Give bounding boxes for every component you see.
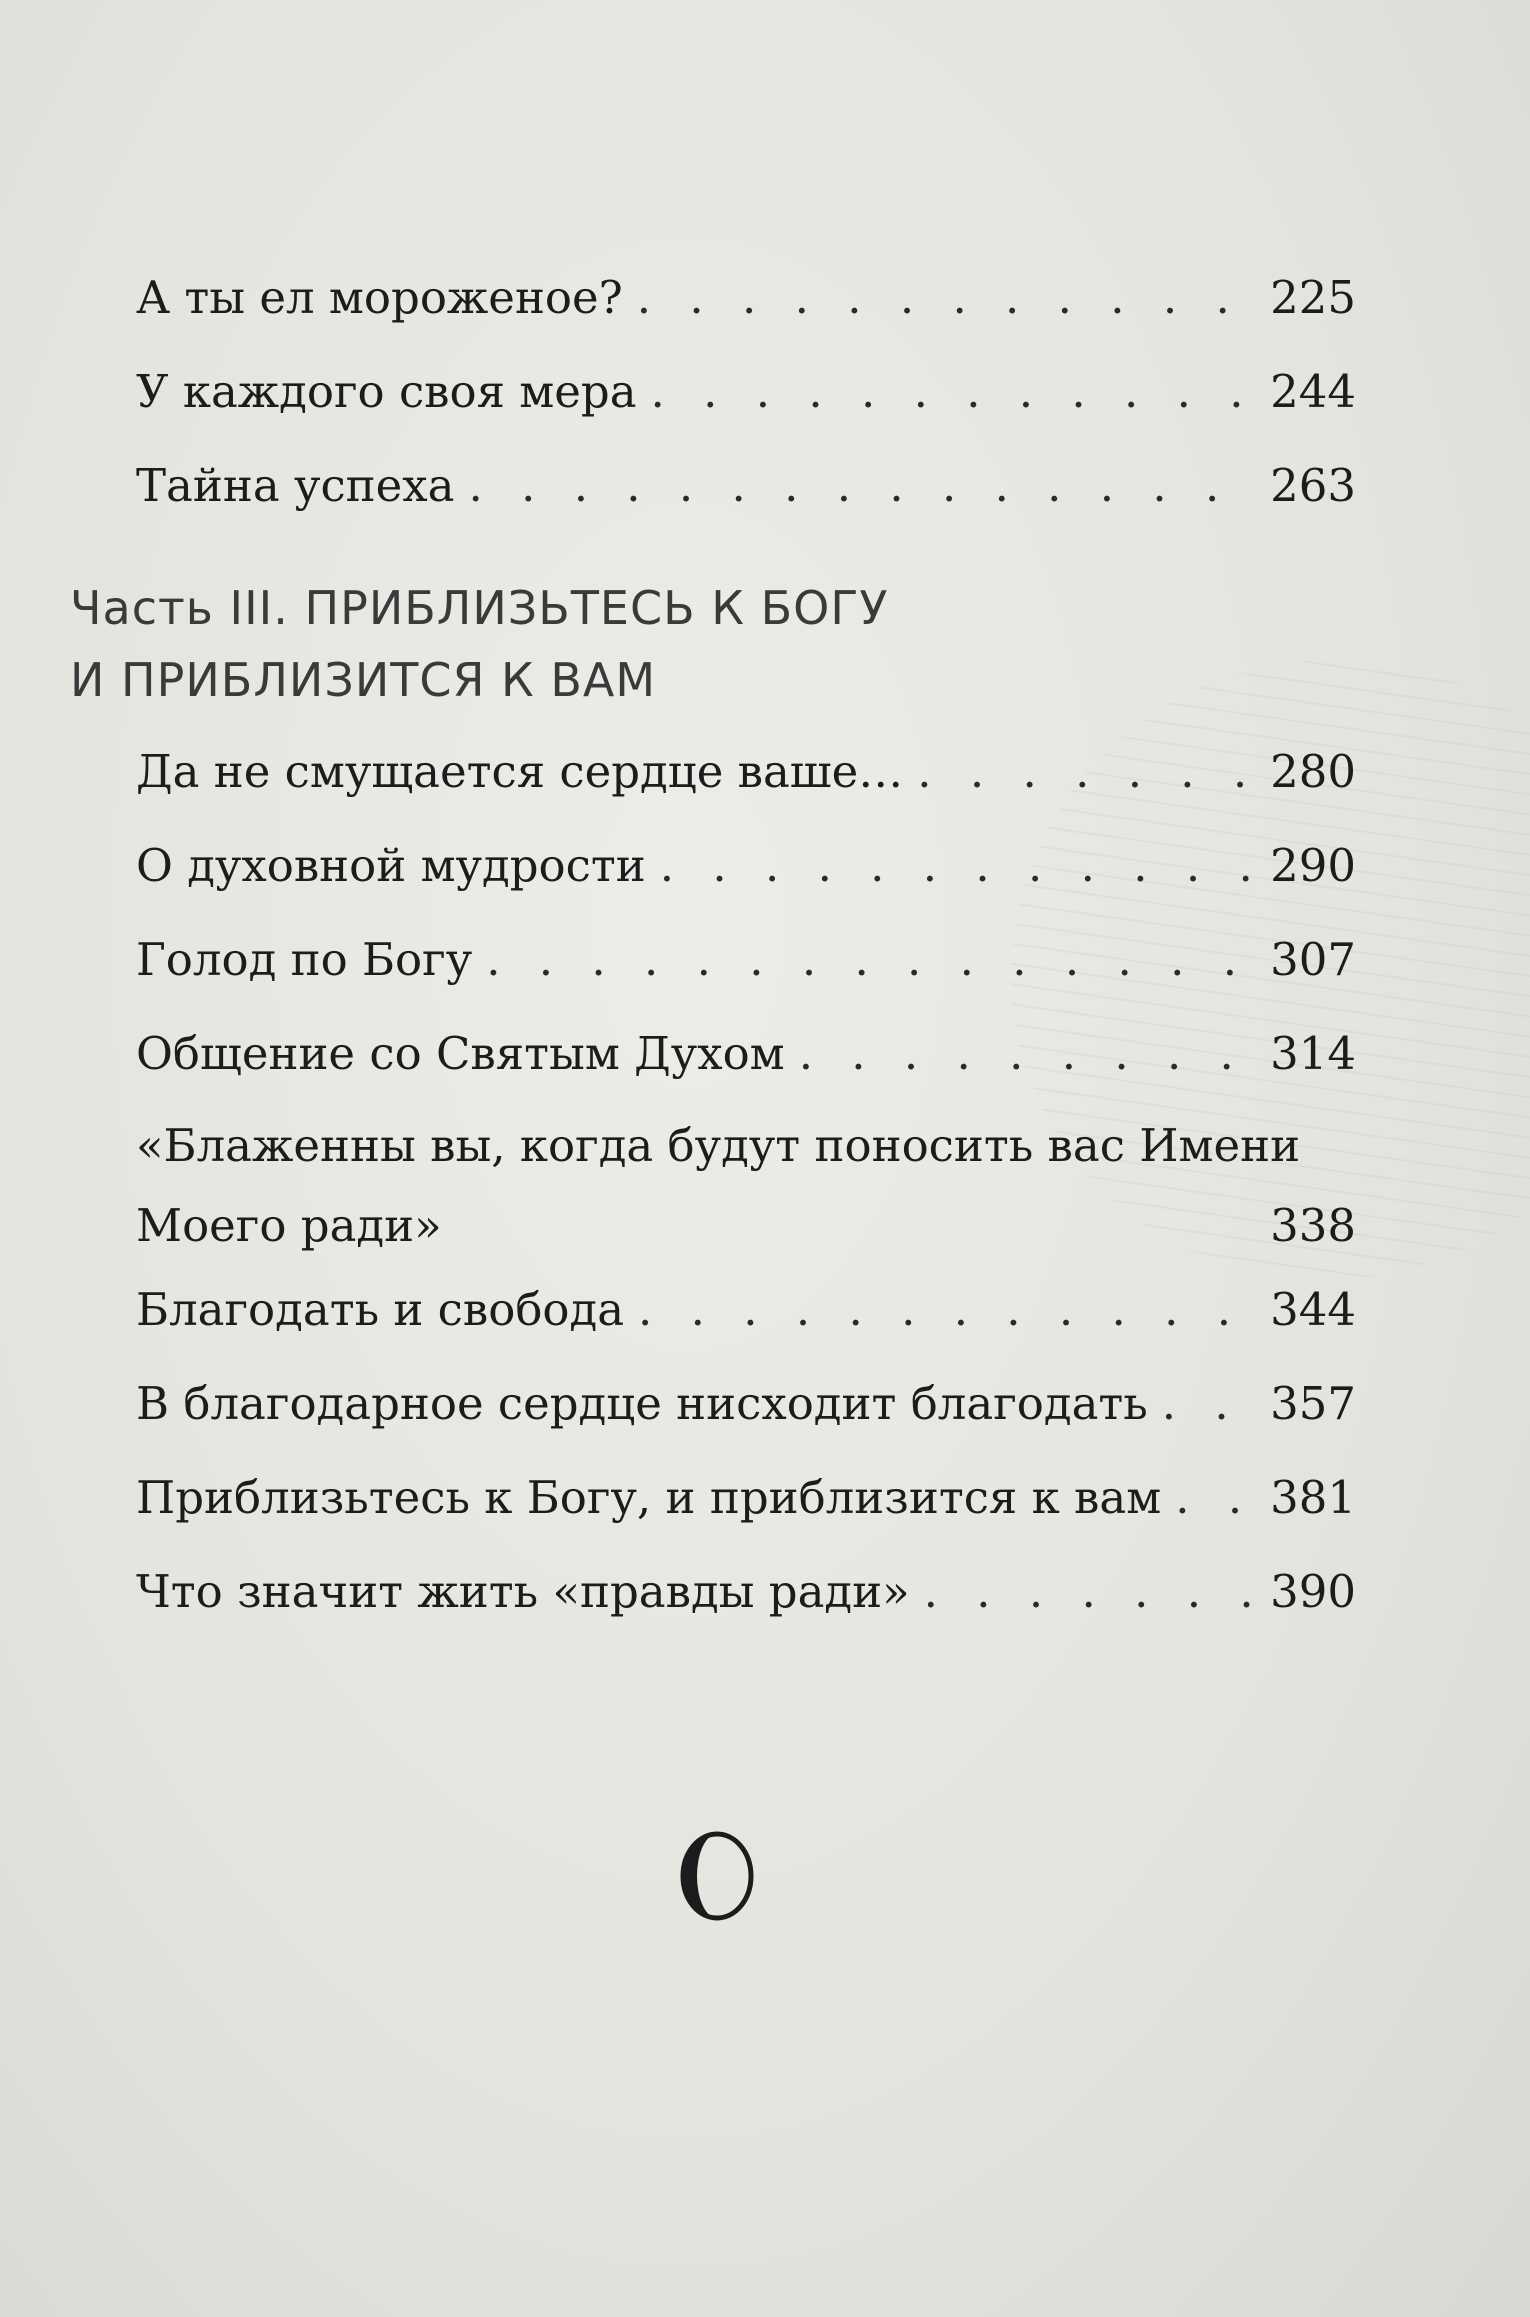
- part-heading-line2: И ПРИБЛИЗИТСЯ К ВАМ: [70, 653, 657, 707]
- toc-entry-page: 280: [1270, 745, 1356, 798]
- toc-entry: [136, 1024, 1356, 1084]
- toc-entry-title: В благодарное сердце нисходит благодать: [136, 1377, 1148, 1430]
- toc-entry-page: 225: [1270, 271, 1356, 324]
- dot-leader: [638, 1280, 1256, 1340]
- toc-entry-title: «Блаженны вы, когда будут поносить вас Имени: [136, 1119, 1301, 1172]
- toc-entry-title: Благодать и свобода: [136, 1283, 625, 1336]
- toc-entry-page: 381: [1270, 1471, 1356, 1524]
- toc-entry: [136, 362, 1356, 422]
- toc-entry-title: Общение со Святым Духом: [136, 1027, 785, 1080]
- dot-leader: [468, 456, 1256, 516]
- toc-entry-page: 338: [1270, 1199, 1356, 1252]
- toc-entry-title: О духовной мудрости: [136, 839, 646, 892]
- toc-entry-two-line: [136, 1106, 1356, 1266]
- toc-entry-page: 244: [1270, 365, 1356, 418]
- dot-leader: [486, 930, 1256, 990]
- dot-leader: [637, 268, 1256, 328]
- toc-entry-title-continuation: Моего ради»: [136, 1199, 442, 1252]
- toc-entry-page: 390: [1270, 1565, 1356, 1618]
- toc-entry-title: Голод по Богу: [136, 933, 473, 986]
- toc-entry-title: У каждого своя мера: [136, 365, 637, 418]
- dot-leader: [799, 1024, 1256, 1084]
- toc-entry: [136, 1280, 1356, 1340]
- publisher-logo-icon: [672, 1826, 762, 1926]
- toc-entry-title: А ты ел мороженое?: [136, 271, 623, 324]
- toc-entry: [136, 742, 1356, 802]
- toc-entry-page: 314: [1270, 1027, 1356, 1080]
- toc-entry-page: 263: [1270, 459, 1356, 512]
- dot-leader: [1175, 1468, 1256, 1528]
- toc-entry-page: 290: [1270, 839, 1356, 892]
- toc-entry: [136, 1562, 1356, 1622]
- toc-entry-page: 344: [1270, 1283, 1356, 1336]
- part-heading-line1: Часть III. ПРИБЛИЗЬТЕСЬ К БОГУ: [70, 581, 889, 635]
- toc-entry-continuation: [136, 1186, 1356, 1266]
- dot-leader: [917, 742, 1256, 802]
- toc-entry-title: Что значит жить «правды ради»: [136, 1565, 910, 1618]
- toc-entry: [136, 456, 1356, 516]
- toc-entry: [136, 930, 1356, 990]
- dot-leader: [1162, 1374, 1256, 1434]
- toc-entry: [136, 836, 1356, 896]
- toc-entry-title: Тайна успеха: [136, 459, 455, 512]
- dot-leader: [651, 362, 1257, 422]
- toc-entry-title: Приблизьтесь к Богу, и приблизится к вам: [136, 1471, 1162, 1524]
- toc-entry-page: 357: [1270, 1377, 1356, 1430]
- toc-entry: [136, 1374, 1356, 1434]
- toc-entry-title: Да не смущается сердце ваше…: [136, 745, 904, 798]
- dot-leader: [924, 1562, 1256, 1622]
- toc-entry-page: 307: [1270, 933, 1356, 986]
- dot-leader: [660, 836, 1256, 896]
- part-heading: [70, 572, 970, 716]
- toc-entry: [136, 268, 1356, 328]
- toc-entry: [136, 1468, 1356, 1528]
